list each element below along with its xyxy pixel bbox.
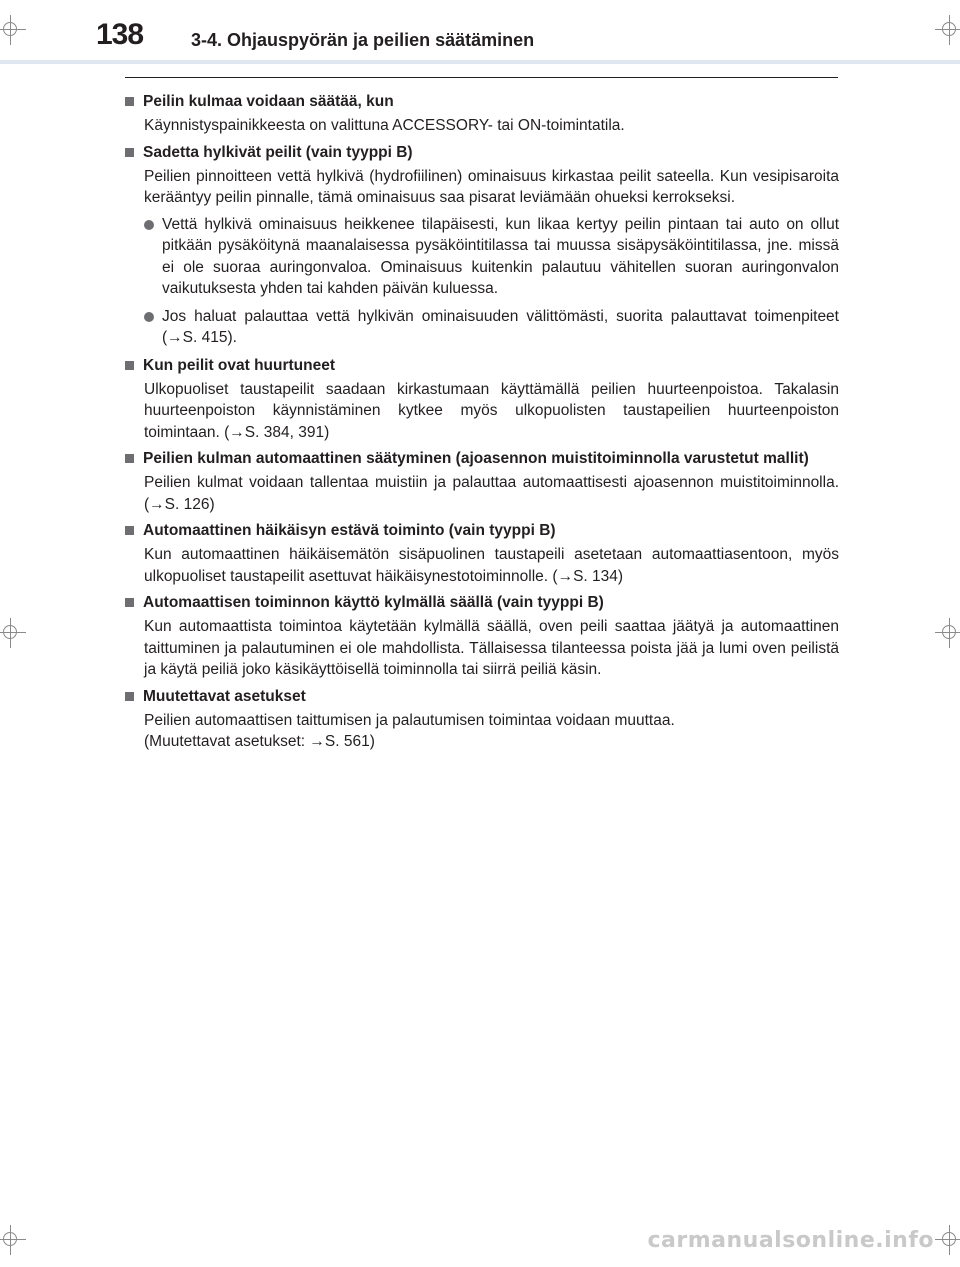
square-bullet-icon	[125, 692, 134, 701]
body-paragraph: (Muutettavat asetukset: →S. 561)	[144, 733, 375, 750]
section	[125, 355, 839, 444]
chapter-title: 3-4. Ohjauspyörän ja peilien säätäminen	[191, 30, 535, 50]
page-content	[125, 91, 839, 758]
section-heading	[125, 448, 839, 469]
section-body	[144, 616, 839, 681]
body-paragraph: Ulkopuoliset taustapeilit saadaan kirkastumaan käyttämällä peilien huurteenpoistoa. Takalasin huurteenpoiston käynnistäminen kytkee myös ulkopuolisten taustapeilien huurteenpoiston toimintaan. (→S. 384, 391)	[144, 380, 839, 441]
registration-mark-icon	[0, 618, 26, 648]
section-heading-text: Kun peilit ovat huurtuneet	[143, 356, 336, 374]
section-heading-text: Peilin kulmaa voidaan säätää, kun	[143, 93, 394, 110]
section-heading-text: Muutettavat asetukset	[143, 687, 306, 705]
section-heading-text: Sadetta hylkivät peilit (vain tyyppi B)	[143, 143, 413, 161]
body-paragraph: Kun automaattinen häikäisemätön sisäpuolinen taustapeili asetetaan automaattiasentoon, myös ulkopuoliset taustapeilit asettuvat häikäisynestotoiminnolle. (→S. 134)	[144, 546, 839, 585]
list-item-text: Jos haluat palauttaa vettä hylkivän ominaisuuden välittömästi, suorita palauttavat toimenpiteet (→S. 415).	[162, 307, 839, 346]
section	[125, 448, 839, 515]
section	[125, 520, 839, 587]
registration-mark-icon	[935, 618, 960, 648]
square-bullet-icon	[125, 148, 134, 157]
body-paragraph: Peilien pinnoitteen vettä hylkivä (hydrofiilinen) ominaisuus kirkastaa peilit sateella. Kun vesipisaroita kerääntyy peilin pinnalle, tämä ominaisuus saa pisarat leviämään ohueksi kerrokseksi.	[144, 167, 839, 206]
divider	[125, 77, 838, 78]
page-number: 138	[96, 18, 144, 51]
list-item-text: Vettä hylkivä ominaisuus heikkenee tilapäisesti, kun likaa kertyy peilin pintaan tai auto on ollut pitkään pysäköitynä maanalaisessa pysäköintitilassa tai muussa sisäpysäköintitilassa, jne. missä ei ole suoraa auringonvaloa. Ominaisuus kuitenkin palautuu vähitellen suoran auringonvalon vaikutuksesta yhden tai kahden päivän kuluessa.	[162, 215, 839, 297]
round-bullet-icon	[144, 312, 154, 322]
body-paragraph: Käynnistyspainikkeesta on valittuna ACCESSORY- tai ON-toimintatila.	[144, 117, 625, 134]
square-bullet-icon	[125, 598, 134, 607]
registration-mark-icon	[0, 1225, 26, 1255]
section-heading-text: Peilien kulman automaattinen säätyminen (ajoasennon muistitoiminnolla varustetut mallit)	[143, 450, 809, 467]
square-bullet-icon	[125, 526, 134, 535]
page-header	[0, 0, 960, 64]
square-bullet-icon	[125, 97, 134, 106]
round-bullet-icon	[144, 220, 154, 230]
section-heading	[125, 520, 839, 541]
section-body	[144, 379, 839, 444]
section	[125, 142, 839, 349]
section-heading	[125, 592, 839, 613]
watermark: carmanualsonline.info	[647, 1228, 934, 1253]
body-paragraph: Kun automaattista toimintoa käytetään kylmällä säällä, oven peili saattaa jäätyä ja automaattinen taittuminen ja palautuminen ei ole mahdollista. Tällaisessa tilanteessa poista jää ja lumi oven peilistä ja käytä peiliä joko käsikäyttöisellä toiminnolla tai siirrä peiliä käsin.	[144, 618, 839, 678]
section-body	[144, 710, 839, 753]
header-bar	[0, 60, 960, 64]
section-heading-text: Automaattisen toiminnon käyttö kylmällä säällä (vain tyyppi B)	[143, 594, 604, 611]
section-body	[144, 472, 839, 515]
section-body	[144, 166, 839, 209]
registration-mark-icon	[935, 1225, 960, 1255]
section	[125, 686, 839, 753]
section-heading	[125, 91, 839, 112]
body-paragraph: Peilien kulmat voidaan tallentaa muistiin ja palauttaa automaattisesti ajoasennon muistitoiminnolla. (→S. 126)	[144, 474, 839, 513]
section-heading	[125, 686, 839, 707]
section-heading-text: Automaattinen häikäisyn estävä toiminto (vain tyyppi B)	[143, 522, 556, 539]
list-item	[144, 306, 839, 349]
square-bullet-icon	[125, 454, 134, 463]
section-body	[144, 115, 839, 137]
section	[125, 91, 839, 137]
square-bullet-icon	[125, 361, 134, 370]
list-item	[144, 214, 839, 300]
section-body	[144, 544, 839, 587]
section-heading	[125, 355, 839, 376]
section-heading	[125, 142, 839, 163]
section	[125, 592, 839, 681]
body-paragraph: Peilien automaattisen taittumisen ja palautumisen toimintaa voidaan muuttaa.	[144, 711, 675, 729]
